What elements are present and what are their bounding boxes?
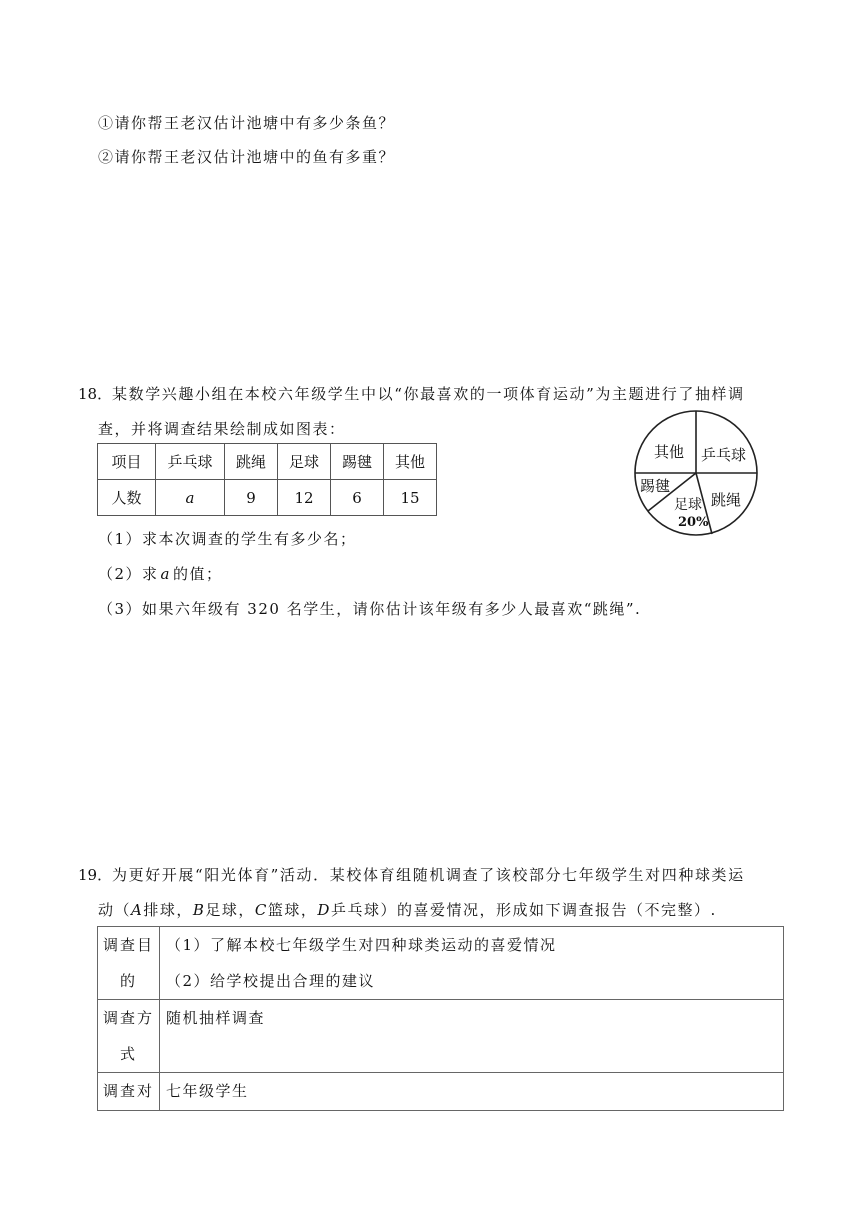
q18-table <box>97 443 437 516</box>
table-cell: 6 <box>331 480 384 516</box>
stem-text: 乒乓球）的喜爱情况，形成如下调查报告（不完整）. <box>330 901 717 919</box>
table-row <box>98 927 784 1000</box>
purpose-item: （2）给学校提出合理的建议 <box>166 972 376 990</box>
q19-stem-line2 <box>98 899 717 920</box>
table-cell: 15 <box>384 480 437 516</box>
table-row <box>98 480 437 516</box>
label-line: 式 <box>119 1045 137 1063</box>
var-b: B <box>192 901 206 919</box>
pie-label-soccer: 足球 <box>674 497 702 513</box>
var-c: C <box>254 901 268 919</box>
q19-number: 19． <box>78 866 113 884</box>
label-line: 调查方 <box>102 1009 154 1027</box>
part2-prefix: （2）求 <box>98 565 159 583</box>
report-value-purpose <box>160 927 784 1000</box>
table-cell: 乒乓球 <box>156 444 225 480</box>
pie-label-soccer-percent: 20% <box>678 515 709 530</box>
table-cell: 9 <box>225 480 278 516</box>
q18-pie-chart <box>628 407 764 537</box>
part2-suffix: 的值； <box>173 565 223 583</box>
q19-stem-line1: 为更好开展“阳光体育”活动．某校体育组随机调查了该校部分七年级学生对四种球类运 <box>112 866 745 884</box>
object-value: 七年级学生 <box>166 1082 249 1100</box>
table-cell: 项目 <box>98 444 156 480</box>
report-value-method <box>160 1000 784 1073</box>
stem-text: 足球， <box>205 901 255 919</box>
report-value-object <box>160 1073 784 1111</box>
table-row <box>98 444 437 480</box>
stem-text: 排球， <box>143 901 193 919</box>
report-label-purpose <box>98 927 160 1000</box>
table-cell: 其他 <box>384 444 437 480</box>
q19-report-table <box>97 926 784 1111</box>
stem-text: 篮球， <box>267 901 318 919</box>
q18-number: 18． <box>78 385 113 403</box>
var-d: D <box>317 901 331 919</box>
pie-label-shuttlecock: 踢毽 <box>640 477 671 495</box>
pie-label-rope: 跳绳 <box>711 491 742 509</box>
label-line: 的 <box>119 972 137 990</box>
report-label-method <box>98 1000 160 1073</box>
table-cell: 踢毽 <box>331 444 384 480</box>
q18-stem-line1: 某数学兴趣小组在本校六年级学生中以“你最喜欢的一项体育运动”为主题进行了抽样调 <box>112 385 745 403</box>
report-label-object <box>98 1073 160 1111</box>
q18-part1: （1）求本次调查的学生有多少名； <box>98 530 357 548</box>
table-cell: a <box>156 480 225 516</box>
var-a: A <box>131 901 144 919</box>
part2-variable: a <box>160 565 171 583</box>
table-row <box>98 1000 784 1073</box>
pie-label-other: 其他 <box>654 443 685 461</box>
table-cell: 12 <box>278 480 331 516</box>
table-cell: 足球 <box>278 444 331 480</box>
q17-sub1: ①请你帮王老汉估计池塘中有多少条鱼？ <box>98 114 396 132</box>
pie-label-pingpong: 乒乓球 <box>701 446 747 464</box>
label-line: 调查对 <box>102 1082 154 1100</box>
purpose-item: （1）了解本校七年级学生对四种球类运动的喜爱情况 <box>166 936 557 954</box>
q17-sub2: ②请你帮王老汉估计池塘中的鱼有多重？ <box>98 148 396 166</box>
q18-part3: （3）如果六年级有 320 名学生，请你估计该年级有多少人最喜欢“跳绳”. <box>98 600 642 618</box>
table-row <box>98 1073 784 1111</box>
q18-part2 <box>98 563 223 584</box>
q18-stem-line2: 查，并将调查结果绘制成如图表： <box>98 420 346 438</box>
label-line: 调查目 <box>102 936 154 954</box>
method-value: 随机抽样调查 <box>166 1009 266 1027</box>
table-cell: 跳绳 <box>225 444 278 480</box>
stem-text: 动（ <box>98 901 132 919</box>
table-cell: 人数 <box>98 480 156 516</box>
